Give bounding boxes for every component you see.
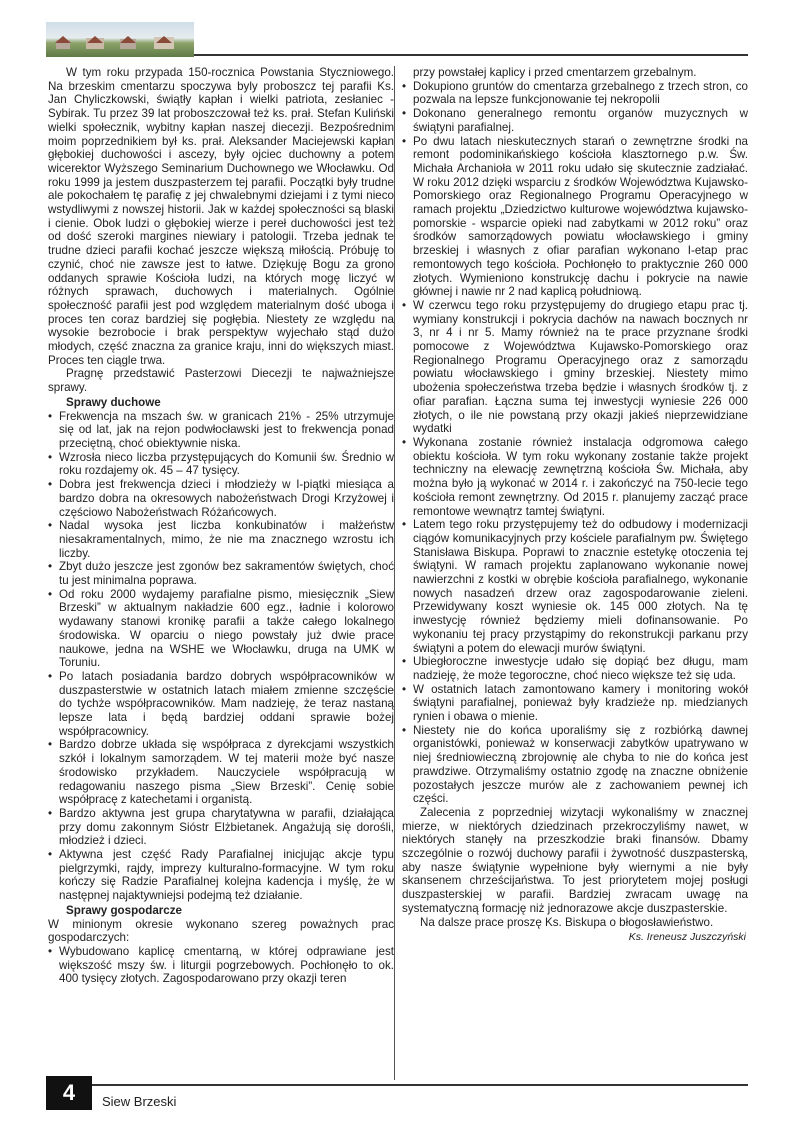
right-column (402, 66, 748, 945)
list-item: • Nadal wysoka jest liczba konkubinatów i małżeństw niesakramentalnych, mimo, że nie ma znacznego wzrostu ich liczby. (48, 519, 394, 560)
list-item: • W ostatnich latach zamontowano kamery i monitoring wokół świątyni parafialnej, ponieważ były kradzieże np. miedzianych rynien i obawa o mienie. (402, 683, 748, 724)
list-item: • Dokupiono gruntów do cmentarza grzebalnego z trzech stron, co pozwala na lepsze funkcjonowanie tej nekropolii (402, 80, 748, 107)
list-item: • Niestety nie do końca uporaliśmy się z rozbiórką dawnej organistówki, ponieważ w konserwacji zabytków upatrywano w niej średniowieczną zbrojownię ale chyba to nie do końca jest prawdziwe. Otrzymaliśmy ostatnio zgodę na znaczne obniżenie pozostałych jeszcze murów ale z zachowaniem pewnej ich części. (402, 724, 748, 806)
list-item: • Wzrosła nieco liczba przystępujących do Komunii św. Średnio w roku rozdajemy ok. 45 – 47 tysięcy. (48, 451, 394, 478)
list-item: • Dokonano generalnego remontu organów muzycznych w świątyni parafialnej. (402, 107, 748, 134)
list-item: • Frekwencja na mszach św. w granicach 21% - 25% utrzymuje się od lat, jak na rejon podwłocławski jest to frekwencja ponad przeciętną, choć obiektywnie niska. (48, 410, 394, 451)
left-column (48, 66, 394, 986)
header-rule (194, 54, 748, 56)
final-line: Na dalsze prace proszę Ks. Biskupa o błogosławieństwo. (420, 915, 714, 929)
list-item: • Po dwu latach nieskutecznych starań o zewnętrzne środki na remont podominikańskiego kościoła klasztornego p.w. Św. Michała Archanioła w 2011 roku udało się skutecznie zadziałać. W roku 2012 dzięki wsparciu z środków Województwa Kujawsko-Pomorskiego oraz Regionalnego Programu Operacyjnego w ramach projektu „Dziedzictwo kulturowe województwa kujawsko-pomorskie - wsparcie opieki nad zabytkami w 2012 roku” oraz środków samorządowych powiatu włocławskiego i gminy brzeskiej i własnych z ofiar parafian wykonano I-etap prac remontowych tego kościoła. Pochłonęło to praktycznie 260 000 złotych. Wymieniono konstrukcję dachu i pokrycie na nawie głównej i nawie nr 2 nad kaplicą południową. (402, 135, 748, 299)
list-item: • Ubiegłoroczne inwestycje udało się dopiąć bez długu, mam nadzieję, że może tegoroczne, choć nieco większe też się uda. (402, 655, 748, 682)
list-item: • Bardzo aktywna jest grupa charytatywna w parafii, działająca przy domu zakonnym Sióstr Elżbietanek. Angażują się dorośli, młodzież i dzieci. (48, 807, 394, 848)
footer-rule (92, 1084, 748, 1086)
economic-list-right (402, 80, 748, 806)
list-item: • Latem tego roku przystępujemy też do odbudowy i modernizacji ciągów komunikacyjnych przy kościele parafialnym pw. Świętego Stanisława Biskupa. Poprawi to znacznie estetykę otoczenia tej świątyni. W ramach projektu zaplanowano wykonanie nowej nawierzchni z kostki w obrębie kościoła parafialnego, wykonanie nowych nasadzeń drzew oraz zagospodarowanie zieleni. Przewidywany koszt wyniesie ok. 145 000 złotych. Na tę inwestycję również będziemy mieli dofinansowanie. Po wykonaniu tej pracy przystąpimy do rekonstrukcji parkanu przy świątyni a potem do elewacji murów świątyni. (402, 518, 748, 655)
continuation-text: przy powstałej kaplicy i przed cmentarzem grzebalnym. (413, 66, 697, 79)
list-item: • Aktywna jest część Rady Parafialnej inicjując akcje typu pielgrzymki, rajdy, imprezy kulturalno-formacyjne. W tym roku kończy się Radzie Parafialnej kolejna kadencja i myślę, że w następnej najaktywniejsi podejmą też działanie. (48, 848, 394, 903)
list-item: • Po latach posiadania bardzo dobrych współpracowników w duszpasterstwie w ostatnich latach miałem zmienne szczęście do tychże współpracowników. Mam nadzieję, że teraz nastaną lepsze lata i będą bardziej oddani sprawie bożej współpracownicy. (48, 670, 394, 739)
list-item: • Wykonana zostanie również instalacja odgromowa całego obiektu kościoła. W tym roku wykonany zostanie także projekt techniczny na elewację zewnętrzną kościoła Św. Michała, aby można było ją wykonać w 2014 r. i zakończyć na 750-lecie tego kościoła remont zewnętrzny. Od 2015 r. planujemy zacząć prace remontowe wewnątrz tamtej świątyni. (402, 436, 748, 518)
publication-title: Siew Brzeski (102, 1094, 177, 1109)
signature: Ks. Ireneusz Juszczyński (628, 931, 746, 944)
heading-spiritual: Sprawy duchowe (66, 395, 161, 409)
list-item: • Zbyt dużo jeszcze jest zgonów bez sakramentów świętych, choć tu jest minimalna poprawa. (48, 560, 394, 587)
economic-intro: W minionym okresie wykonano szereg poważnych prac gospodarczych: (48, 917, 394, 945)
list-item: • Dobra jest frekwencja dzieci i młodzieży w I-piątki miesiąca a bardzo dobra na okresowych nabożeństwach Drogi Krzyżowej i częściowo Nabożeństwach Różańcowych. (48, 478, 394, 519)
list-item: • Bardzo dobrze układa się współpraca z dyrekcjami wszystkich szkół i lokalnym samorządem. W tej materii może być nasze środowisko przykładem. Nauczyciele współpracują w redagowaniu naszego pisma „Siew Brzeski”. Cenię sobie współpracę z katechetami i organistą. (48, 738, 394, 807)
list-item: • Wybudowano kaplicę cmentarną, w której odprawiane jest większość mszy św. i liturgii pogrzebowych. Pochłonęło to ok. 400 tysięcy złotych. Zagospodarowano przy okazji teren (48, 945, 394, 986)
list-item: • W czerwcu tego roku przystępujemy do drugiego etapu prac tj. wymiany konstrukcji i pokrycia dachów na nawach bocznych nr 3, nr 4 i nr 5. Mamy również na te prace przyznane środki pomocowe z Województwa Kujawsko-Pomorskiego oraz Regionalnego Programu Operacyjnego oraz z samorządu powiatu włocławskiego i gminy brzeskiej. Niestety mimo ubożenia społeczeństwa trzeba będzie i własnych środków tj. z ofiar parafian. Łączna suma tej inwestycji wyniesie 226 000 złotych, o ile nie powstaną przy okazji jakieś nieprzewidziane wydatki (402, 299, 748, 436)
list-item: • Od roku 2000 wydajemy parafialne pismo, miesięcznik „Siew Brzeski” w aktualnym nakładzie 600 egz., ładnie i kolorowo wydawany stanowi kronikę parafii a także całego lokalnego środowiska. W oparciu o niego powstały już dwie prace naukowe, jedna na WSHE we Włocławku, druga na UMK w Toruniu. (48, 588, 394, 670)
spiritual-list (48, 410, 394, 903)
heading-economic: Sprawy gospodarcze (66, 903, 182, 917)
closing-paragraph: Zalecenia z poprzedniej wizytacji wykonaliśmy w znacznej mierze, w niektórych dziedzinach przekroczyliśmy nawet, w niektórych stanęły na przeszkodzie braki finansów. Dbamy szczególnie o rozwój duchowy parafii i żywotność duszpasterską, aby nasze świątynie wypełnione były wiernymi a nie były skansenem chrześcijaństwa. To jest priorytetem mojej posługi duszpasterskiej w parafii. Bardziej zwracam uwagę na systematyczną formację niż jednorazowe akcje duszpasterskie. (402, 805, 748, 915)
page-number: 4 (46, 1076, 92, 1110)
intro-paragraph: W tym roku przypada 150-rocznica Powstania Styczniowego. Na brzeskim cmentarzu spoczywa byly proboszcz tej parafii Ks. Jan Chyliczkowski, świątły kapłan i wielki patriota, zesłaniec - Sybirak. Tu przez 39 lat proboszczował też ks. prał. Stefan Kuliński wielki społecznik, wybitny kapłan naszej diecezji. Bezpośrednim moim poprzednikiem był ks. prał. Aleksander Maciejewski kapłan głębokiej duchowości i ascezy, były ojciec duchowny a potem wicerektor Wyższego Seminarium Duchownego we Włocławku. Od roku 1999 ja jestem duszpasterzem tej parafii. Początki były trudne ale pokochałem tę parafię z jej chwalebnymi dziejami i z tymi nieco wstydliwymi z nowszej historii. Jak w każdej społeczności są blaski i cienie. Obok ludzi o głębokiej wierze i pereł duchowości jest też od dość szeroki margines niewiary i patologii. Trzeba jednak te trudne dzieci parafii kochać jeszcze większą miłością. Próbuję to czynić, choć nie zawsze jest to łatwe. Dziękuję Bogu za grono oddanych sprawie Kościoła ludzi, na których mogę liczyć w różnych sprawach, duchowych i materialnych. Ogólnie społeczność parafii jest pod względem materialnym dość uboga i proces ten coraz bardziej się pogłębia. Niestety ze względu na wysokie bezrobocie i brak perspektyw wyjechało stąd dużo młodych, część znaczna za granice kraju, inni do większych miast. Proces ten ciągle trwa. (48, 66, 394, 367)
economic-list-left (48, 945, 394, 986)
present-paragraph: Pragnę przedstawić Pasterzowi Diecezji te najważniejsze sprawy. (48, 367, 394, 395)
column-divider (394, 66, 395, 1080)
header-photo (46, 22, 194, 57)
